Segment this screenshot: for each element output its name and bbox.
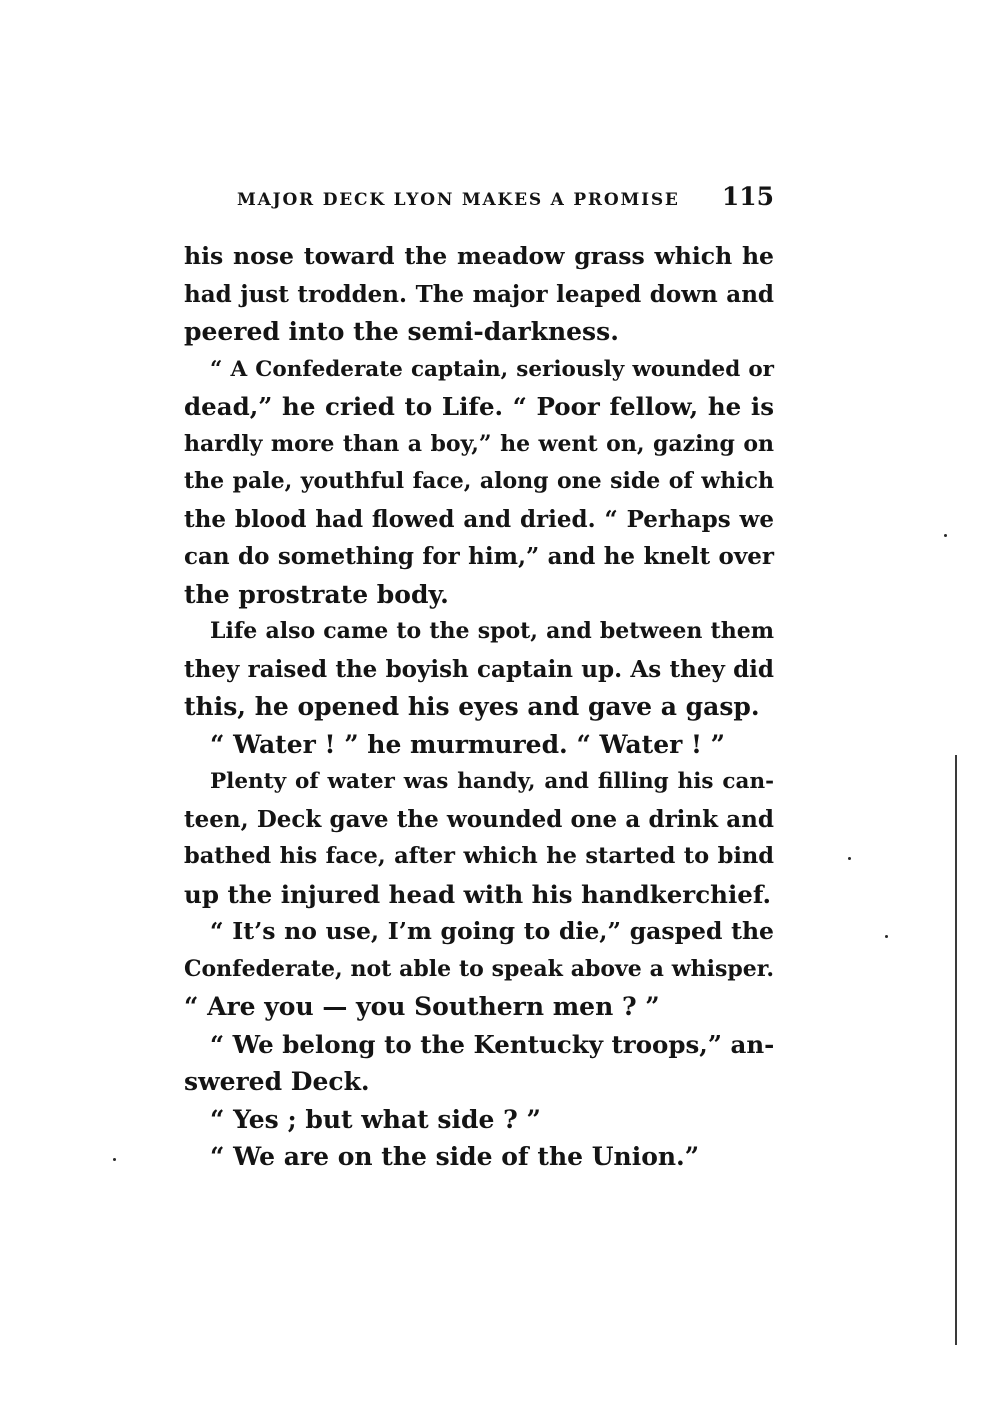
text-line: Confederate, not able to speak above a whisper.	[184, 955, 774, 982]
text-line: can do something for him,” and he knelt over	[184, 543, 774, 570]
text-line: had just trodden. The major leaped down and	[184, 280, 774, 308]
scan-speck	[113, 1158, 116, 1161]
text-line: teen, Deck gave the wounded one a drink and	[184, 805, 774, 833]
text-line: his nose toward the meadow grass which he	[184, 242, 774, 270]
text-line: they raised the boyish captain up. As they did	[184, 655, 774, 683]
text-line: dead,” he cried to Life. “ Poor fellow, he is	[184, 392, 774, 421]
text-line: “ Water ! ” he murmured. “ Water ! ”	[210, 729, 726, 759]
page-number: 115	[721, 182, 774, 211]
text-line: peered into the semi-darkness.	[184, 317, 619, 346]
body-text	[184, 238, 774, 1176]
running-head	[237, 182, 774, 218]
scan-edge-line	[955, 755, 957, 1345]
text-line: bathed his face, after which he started to bind	[184, 843, 774, 869]
text-line: this, he opened his eyes and gave a gasp.	[184, 692, 760, 721]
text-line: hardly more than a boy,” he went on, gazing on	[184, 430, 774, 457]
text-line: “ We belong to the Kentucky troops,” an-	[210, 1029, 775, 1059]
text-line: Plenty of water was handy, and filling his can-	[210, 769, 774, 794]
text-line: “ Are you — you Southern men ? ”	[184, 992, 660, 1021]
text-line: “ Yes ; but what side ? ”	[210, 1104, 541, 1134]
text-line: the prostrate body.	[184, 579, 449, 609]
scan-speck	[885, 935, 888, 938]
scan-speck	[848, 857, 851, 860]
running-title: MAJOR DECK LYON MAKES A PROMISE	[237, 190, 680, 210]
text-line: “ A Confederate captain, seriously wounded or	[210, 356, 774, 382]
text-line: up the injured head with his handkerchief.	[184, 879, 772, 909]
scan-speck	[944, 534, 947, 537]
text-line: “ We are on the side of the Union.”	[210, 1142, 700, 1171]
text-line: the pale, youthful face, along one side of which	[184, 468, 774, 494]
text-line: the blood had flowed and dried. “ Perhaps we	[184, 505, 774, 533]
text-line: “ It’s no use, I’m going to die,” gasped the	[210, 917, 774, 945]
text-line: Life also came to the spot, and between them	[210, 618, 774, 644]
text-line: swered Deck.	[184, 1067, 370, 1096]
